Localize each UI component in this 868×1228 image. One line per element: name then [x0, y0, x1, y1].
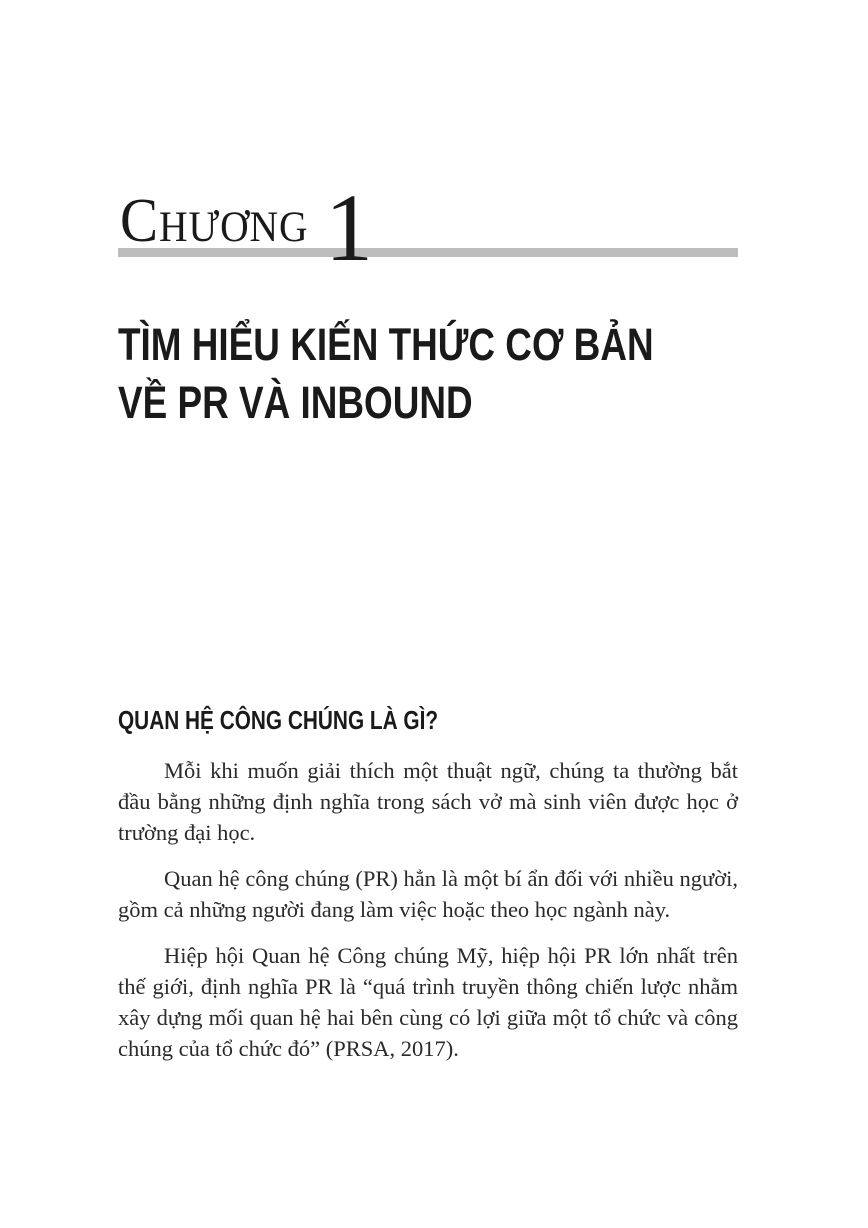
body-text: [118, 755, 738, 1079]
chapter-header: [118, 174, 738, 281]
paragraph: Hiệp hội Quan hệ Công chúng Mỹ, hiệp hội PR lớn nhất trên thế giới, định nghĩa PR là “quá trình truyền thông chiến lược nhằm xây dựng mối quan hệ hai bên cùng có lợi giữa một tổ chức và công chúng của tổ chức đó” (PRSA, 2017).: [118, 943, 738, 1061]
section-heading: QUAN HỆ CÔNG CHÚNG LÀ GÌ?: [118, 705, 439, 735]
chapter-title-line: VỀ PR VÀ INBOUND: [118, 377, 473, 428]
chapter-title: [118, 316, 654, 432]
paragraph: Mỗi khi muốn giải thích một thuật ngữ, chúng ta thường bắt đầu bằng những định nghĩa trong sách vở mà sinh viên được học ở trường đại học.: [118, 758, 738, 845]
chapter-number: 1: [325, 174, 373, 281]
chapter-title-line: TÌM HIỂU KIẾN THỨC CƠ BẢN: [118, 319, 654, 370]
chapter-label: Chương: [120, 187, 309, 255]
paragraph: Quan hệ công chúng (PR) hẳn là một bí ẩn đối với nhiều người, gồm cả những người đang làm việc hoặc theo học ngành này.: [118, 866, 738, 922]
